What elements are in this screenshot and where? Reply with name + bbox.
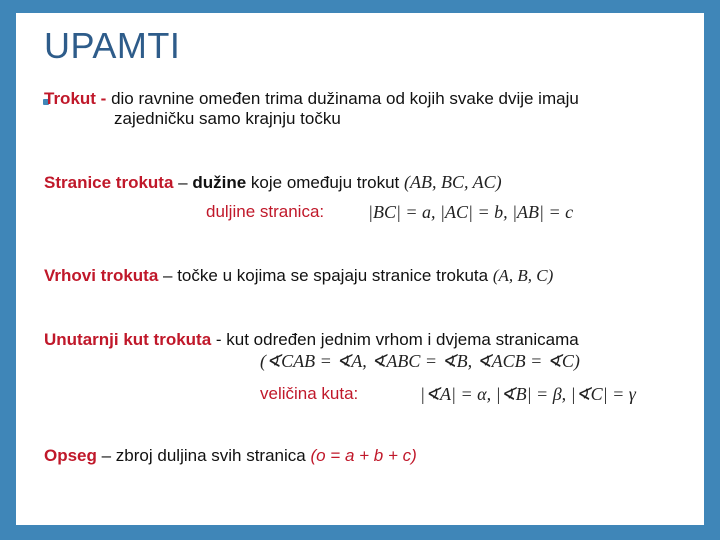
- sides-term: Stranice trokuta: [44, 173, 174, 192]
- angle-size-label: veličina kuta:: [260, 384, 359, 403]
- perimeter-text: – zbroj duljina svih stranica: [96, 446, 311, 465]
- angle-definition: [44, 330, 579, 350]
- angle-size-formula-row: [420, 384, 636, 405]
- perimeter-formula: (o = a + b + c): [310, 446, 417, 465]
- triangle-text-line2: zajedničku samo krajnju točku: [114, 109, 341, 128]
- sides-length-row: [206, 202, 324, 222]
- sides-length-formula: |BC| = a, |AC| = b, |AB| = c: [368, 202, 574, 222]
- vertices-formula: (A, B, C): [492, 266, 554, 285]
- perimeter-definition: [44, 446, 417, 466]
- angle-size-formula: |∢A| = α, |∢B| = β, |∢C| = γ: [420, 384, 636, 404]
- angle-formula: (∢CAB = ∢A, ∢ABC = ∢B, ∢ACB = ∢C): [260, 351, 580, 371]
- triangle-definition-line2: [114, 109, 341, 129]
- vertices-text: – točke u kojima se spajaju stranice trokuta: [158, 266, 493, 285]
- sides-definition: [44, 172, 502, 193]
- triangle-text-line1: dio ravnine omeđen trima dužinama od kojih svake dvije imaju: [106, 89, 579, 108]
- triangle-definition: [44, 89, 579, 109]
- angle-size-row: [260, 384, 358, 404]
- slide-title: UPAMTI: [44, 25, 181, 66]
- sides-length-label: duljine stranica:: [206, 202, 325, 221]
- sides-dash: –: [173, 173, 193, 192]
- sides-formula: (AB, BC, AC): [404, 172, 502, 192]
- angle-formula-row: [260, 351, 580, 372]
- angle-text: - kut određen jednim vrhom i dvjema stranicama: [211, 330, 579, 349]
- slide: [16, 13, 704, 525]
- sides-text: koje omeđuju trokut: [246, 173, 404, 192]
- perimeter-term: Opseg: [44, 446, 97, 465]
- vertices-definition: [44, 266, 553, 286]
- vertices-term: Vrhovi trokuta: [44, 266, 159, 285]
- sides-length-formula-row: [368, 202, 573, 223]
- triangle-term: Trokut -: [44, 89, 107, 108]
- angle-term: Unutarnji kut trokuta: [44, 330, 212, 349]
- sides-bold: dužine: [192, 173, 247, 192]
